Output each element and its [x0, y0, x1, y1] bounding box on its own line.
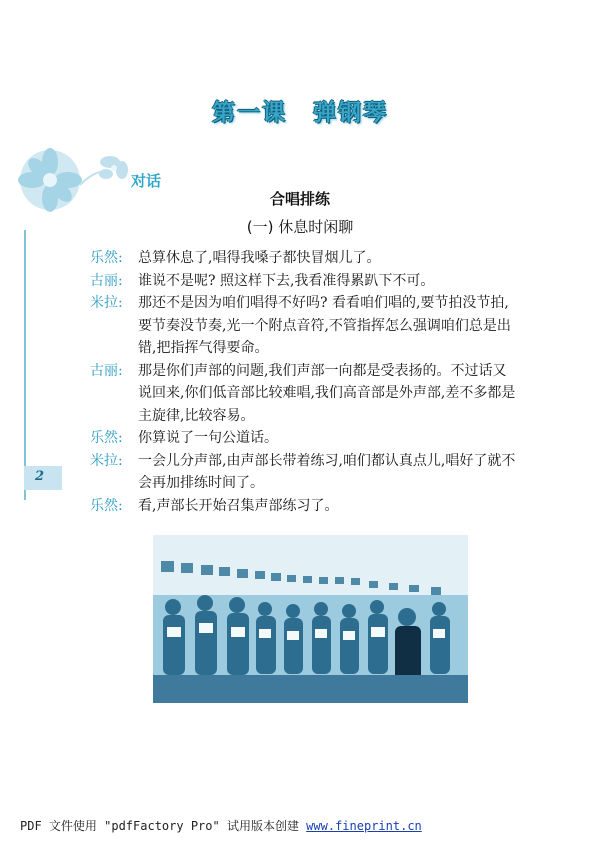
speaker-name: 乐然: — [90, 497, 123, 514]
line-text: 那是你们声部的问题,我们声部一向都是受表扬的。不过话又说回来,你们低音部比较难唱,我们高音部是外声部,差不多都是主旋律,比较容易。 — [138, 362, 516, 424]
dialogue-line — [90, 450, 520, 495]
speaker-name: 米拉: — [90, 452, 123, 469]
line-text: 你算说了一句公道话。 — [138, 430, 278, 446]
speaker-name: 乐然: — [90, 430, 123, 446]
line-text: 谁说不是呢? 照这样下去,我看准得累趴下不可。 — [138, 272, 435, 289]
speaker-name: 米拉: — [90, 295, 123, 311]
dialogue-line — [90, 270, 520, 293]
dialogue-title: 合唱排练 — [269, 190, 330, 208]
footer-link[interactable]: www.fineprint.cn — [306, 819, 422, 833]
dialogue-subtitle: (一) 休息时闲聊 — [246, 218, 354, 236]
dialogue-line — [90, 495, 520, 518]
dialogue-line — [90, 360, 520, 428]
dialogue-line — [90, 427, 520, 450]
footer-watermark — [20, 817, 422, 834]
line-text: 一会儿分声部,由声部长带着练习,咱们都认真点儿,唱好了就不会再加排练时间了。 — [138, 452, 516, 491]
lesson-title — [0, 94, 600, 127]
photo-illustration — [153, 535, 468, 703]
lesson-number: 第一课 — [212, 100, 287, 126]
page-number: 2 — [35, 469, 45, 484]
speaker-name: 古丽: — [90, 272, 123, 289]
dialogue-line — [90, 247, 520, 270]
speaker-name: 古丽: — [90, 362, 123, 379]
speaker-name: 乐然: — [90, 250, 123, 266]
line-text: 看,声部长开始召集声部练习了。 — [138, 497, 339, 514]
lesson-name: 弹钢琴 — [313, 100, 388, 126]
section-label: 对话 — [131, 172, 162, 190]
margin-rule — [24, 230, 26, 500]
dialogue-body — [90, 247, 520, 517]
footer-text: PDF 文件使用 "pdfFactory Pro" 试用版本创建 — [20, 819, 307, 833]
line-text: 那还不是因为咱们唱得不好吗? 看看咱们唱的,要节拍没节拍,要节奏没节奏,光一个附点音符,不管指挥怎么强调咱们总是出错,把指挥气得要命。 — [138, 295, 511, 356]
line-text: 总算休息了,唱得我嗓子都快冒烟儿了。 — [138, 250, 381, 266]
dialogue-line — [90, 292, 520, 360]
choir-rehearsal-photo — [153, 535, 468, 703]
